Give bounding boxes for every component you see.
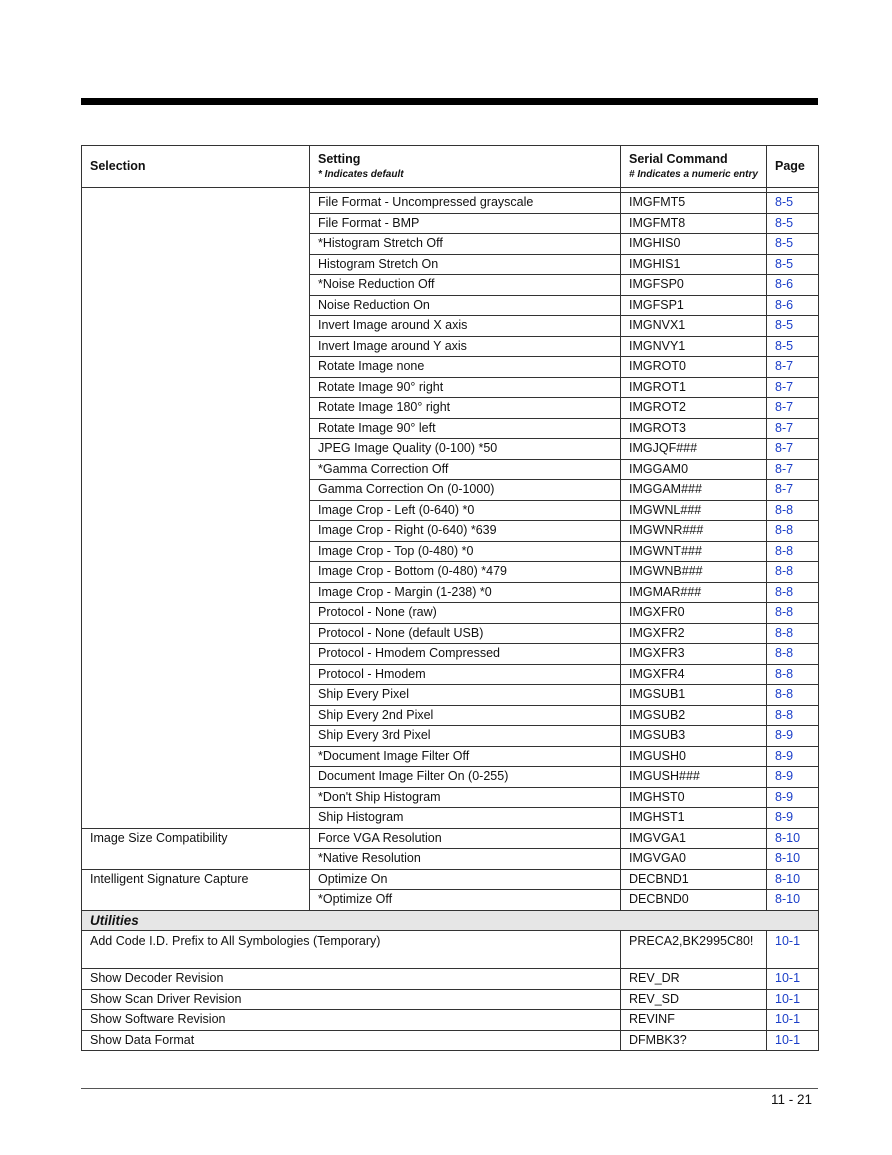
table-row xyxy=(82,521,819,542)
command-cell: IMGXFR3 xyxy=(621,644,767,665)
table-row xyxy=(82,890,819,911)
selection-cell xyxy=(82,767,310,788)
table-row xyxy=(82,828,819,849)
setting-cell: File Format - BMP xyxy=(310,213,621,234)
utility-selection-cell: Show Scan Driver Revision xyxy=(82,989,621,1010)
table-row xyxy=(82,603,819,624)
setting-cell: Ship Every 3rd Pixel xyxy=(310,726,621,747)
page-link[interactable]: 8-9 xyxy=(767,787,819,808)
setting-cell: *Don't Ship Histogram xyxy=(310,787,621,808)
command-cell: IMGFMT5 xyxy=(621,193,767,214)
command-cell: IMGWNB### xyxy=(621,562,767,583)
table-body xyxy=(82,188,819,1051)
selection-cell xyxy=(82,418,310,439)
page-link[interactable]: 8-6 xyxy=(767,275,819,296)
page-link[interactable]: 8-7 xyxy=(767,418,819,439)
setting-cell: *Noise Reduction Off xyxy=(310,275,621,296)
command-cell: IMGSUB1 xyxy=(621,685,767,706)
selection-cell xyxy=(82,541,310,562)
setting-cell: Force VGA Resolution xyxy=(310,828,621,849)
command-cell: IMGVGA1 xyxy=(621,828,767,849)
page-link[interactable]: 8-5 xyxy=(767,254,819,275)
setting-cell: Image Crop - Left (0-640) *0 xyxy=(310,500,621,521)
selection-cell xyxy=(82,746,310,767)
command-cell: IMGHST0 xyxy=(621,787,767,808)
setting-cell: Gamma Correction On (0-1000) xyxy=(310,480,621,501)
command-cell: IMGXFR0 xyxy=(621,603,767,624)
command-cell: IMGROT0 xyxy=(621,357,767,378)
setting-cell: Protocol - None (default USB) xyxy=(310,623,621,644)
table-row xyxy=(82,623,819,644)
setting-cell: Document Image Filter On (0-255) xyxy=(310,767,621,788)
selection-cell xyxy=(82,890,310,911)
command-cell: IMGXFR2 xyxy=(621,623,767,644)
selection-cell xyxy=(82,254,310,275)
selection-cell xyxy=(82,623,310,644)
page-link[interactable]: 8-7 xyxy=(767,459,819,480)
selection-cell xyxy=(82,398,310,419)
setting-cell: Ship Histogram xyxy=(310,808,621,829)
page-link[interactable]: 8-10 xyxy=(767,828,819,849)
page-link[interactable]: 8-5 xyxy=(767,213,819,234)
table-row xyxy=(82,500,819,521)
table-row xyxy=(82,439,819,460)
command-cell: IMGVGA0 xyxy=(621,849,767,870)
selection-cell xyxy=(82,787,310,808)
table-row xyxy=(82,664,819,685)
command-cell: IMGSUB3 xyxy=(621,726,767,747)
page-link[interactable]: 8-6 xyxy=(767,295,819,316)
page-link[interactable]: 8-7 xyxy=(767,377,819,398)
table-row xyxy=(82,705,819,726)
table-row xyxy=(82,213,819,234)
utility-selection-cell: Add Code I.D. Prefix to All Symbologies (Temporary) xyxy=(82,931,621,969)
page-link[interactable]: 8-8 xyxy=(767,644,819,665)
page-number: 11 - 21 xyxy=(770,1092,812,1107)
command-cell: IMGNVY1 xyxy=(621,336,767,357)
command-cell: IMGROT1 xyxy=(621,377,767,398)
setting-cell: Protocol - Hmodem Compressed xyxy=(310,644,621,665)
selection-cell xyxy=(82,275,310,296)
selection-cell xyxy=(82,480,310,501)
header-page: Page xyxy=(767,146,819,188)
page-link[interactable]: 8-8 xyxy=(767,664,819,685)
selection-cell xyxy=(82,336,310,357)
table-row xyxy=(82,787,819,808)
selection-cell xyxy=(82,500,310,521)
command-cell: PRECA2,BK2995C80! xyxy=(621,931,767,969)
command-cell: IMGWNT### xyxy=(621,541,767,562)
header-setting xyxy=(310,146,621,188)
page-link[interactable]: 8-9 xyxy=(767,808,819,829)
header-serial xyxy=(621,146,767,188)
selection-cell xyxy=(82,808,310,829)
page-link[interactable]: 8-5 xyxy=(767,234,819,255)
command-cell: IMGJQF### xyxy=(621,439,767,460)
header-serial-label: Serial Command xyxy=(629,151,728,166)
setting-cell: Histogram Stretch On xyxy=(310,254,621,275)
page-link[interactable]: 10-1 xyxy=(767,969,819,990)
page-link[interactable]: 8-8 xyxy=(767,521,819,542)
page-link[interactable]: 8-8 xyxy=(767,541,819,562)
table-row xyxy=(82,480,819,501)
command-cell: IMGFMT8 xyxy=(621,213,767,234)
command-cell: REV_SD xyxy=(621,989,767,1010)
table-row xyxy=(82,869,819,890)
selection-cell xyxy=(82,644,310,665)
setting-cell: Image Crop - Top (0-480) *0 xyxy=(310,541,621,562)
selection-cell xyxy=(82,234,310,255)
header-selection: Selection xyxy=(82,146,310,188)
setting-cell: Protocol - Hmodem xyxy=(310,664,621,685)
command-cell: IMGROT3 xyxy=(621,418,767,439)
setting-cell: Ship Every Pixel xyxy=(310,685,621,706)
table-row xyxy=(82,295,819,316)
page-link[interactable]: 8-10 xyxy=(767,890,819,911)
command-cell: IMGHIS0 xyxy=(621,234,767,255)
setting-cell: *Document Image Filter Off xyxy=(310,746,621,767)
command-cell: IMGROT2 xyxy=(621,398,767,419)
command-cell: IMGMAR### xyxy=(621,582,767,603)
selection-cell xyxy=(82,316,310,337)
page-link[interactable]: 8-9 xyxy=(767,726,819,747)
selection-cell xyxy=(82,295,310,316)
command-cell: IMGUSH0 xyxy=(621,746,767,767)
setting-cell: Invert Image around Y axis xyxy=(310,336,621,357)
table-row xyxy=(82,459,819,480)
section-title: Utilities xyxy=(82,910,819,931)
utility-row xyxy=(82,1030,819,1051)
setting-cell: File Format - Uncompressed grayscale xyxy=(310,193,621,214)
command-cell: IMGFSP0 xyxy=(621,275,767,296)
command-cell: IMGGAM0 xyxy=(621,459,767,480)
setting-cell: *Native Resolution xyxy=(310,849,621,870)
selection-cell: Intelligent Signature Capture xyxy=(82,869,310,890)
command-cell: REVINF xyxy=(621,1010,767,1031)
table-row xyxy=(82,726,819,747)
table-row xyxy=(82,541,819,562)
utility-row xyxy=(82,969,819,990)
page-link[interactable]: 8-7 xyxy=(767,480,819,501)
setting-cell: Rotate Image 180° right xyxy=(310,398,621,419)
page-link[interactable]: 8-8 xyxy=(767,500,819,521)
page-link[interactable]: 8-8 xyxy=(767,582,819,603)
page-link[interactable]: 8-10 xyxy=(767,849,819,870)
command-cell: IMGSUB2 xyxy=(621,705,767,726)
command-cell: IMGNVX1 xyxy=(621,316,767,337)
utility-row xyxy=(82,1010,819,1031)
utility-selection-cell: Show Software Revision xyxy=(82,1010,621,1031)
page-link[interactable]: 8-8 xyxy=(767,705,819,726)
utility-row xyxy=(82,931,819,969)
header-serial-note: # Indicates a numeric entry xyxy=(629,168,758,180)
page-link[interactable]: 10-1 xyxy=(767,989,819,1010)
table-row xyxy=(82,357,819,378)
setting-cell: Rotate Image 90° right xyxy=(310,377,621,398)
selection-cell xyxy=(82,213,310,234)
selection-cell xyxy=(82,439,310,460)
page-link[interactable]: 8-8 xyxy=(767,623,819,644)
table-row xyxy=(82,193,819,214)
utility-selection-cell: Show Data Format xyxy=(82,1030,621,1051)
selection-cell xyxy=(82,521,310,542)
command-cell: IMGFSP1 xyxy=(621,295,767,316)
table-row xyxy=(82,767,819,788)
page-link[interactable]: 8-8 xyxy=(767,562,819,583)
command-cell: IMGXFR4 xyxy=(621,664,767,685)
table-row xyxy=(82,398,819,419)
selection-cell xyxy=(82,664,310,685)
page-link[interactable]: 8-5 xyxy=(767,316,819,337)
selection-cell xyxy=(82,685,310,706)
page-link[interactable]: 8-5 xyxy=(767,336,819,357)
table-row xyxy=(82,234,819,255)
command-cell: IMGWNR### xyxy=(621,521,767,542)
page-link[interactable]: 8-7 xyxy=(767,439,819,460)
table-row xyxy=(82,418,819,439)
command-cell: REV_DR xyxy=(621,969,767,990)
table-row xyxy=(82,746,819,767)
header-setting-note: * Indicates default xyxy=(318,168,404,180)
selection-cell: Image Size Compatibility xyxy=(82,828,310,849)
command-cell: IMGGAM### xyxy=(621,480,767,501)
table-row xyxy=(82,562,819,583)
table-row xyxy=(82,254,819,275)
setting-cell: JPEG Image Quality (0-100) *50 xyxy=(310,439,621,460)
page-link[interactable]: 8-7 xyxy=(767,357,819,378)
table-row xyxy=(82,582,819,603)
command-cell: IMGHIS1 xyxy=(621,254,767,275)
selection-cell xyxy=(82,849,310,870)
command-cell: IMGUSH### xyxy=(621,767,767,788)
setting-cell: *Optimize Off xyxy=(310,890,621,911)
table-row xyxy=(82,316,819,337)
command-cell: DFMBK3? xyxy=(621,1030,767,1051)
top-rule xyxy=(81,98,818,105)
table-row xyxy=(82,275,819,296)
setting-cell: Rotate Image 90° left xyxy=(310,418,621,439)
command-cell: IMGWNL### xyxy=(621,500,767,521)
command-table xyxy=(81,145,819,1051)
setting-cell: Ship Every 2nd Pixel xyxy=(310,705,621,726)
page-link[interactable]: 8-5 xyxy=(767,193,819,214)
selection-cell xyxy=(82,377,310,398)
setting-cell: *Histogram Stretch Off xyxy=(310,234,621,255)
table-row xyxy=(82,644,819,665)
utility-row xyxy=(82,989,819,1010)
setting-cell: Optimize On xyxy=(310,869,621,890)
setting-cell: Invert Image around X axis xyxy=(310,316,621,337)
page-link[interactable]: 10-1 xyxy=(767,1010,819,1031)
page-link[interactable]: 8-7 xyxy=(767,398,819,419)
setting-cell: Noise Reduction On xyxy=(310,295,621,316)
table-row xyxy=(82,377,819,398)
table-row xyxy=(82,808,819,829)
page-link[interactable]: 8-9 xyxy=(767,767,819,788)
selection-cell xyxy=(82,459,310,480)
table-row xyxy=(82,336,819,357)
header-setting-label: Setting xyxy=(318,151,361,166)
selection-cell xyxy=(82,193,310,214)
setting-cell: Rotate Image none xyxy=(310,357,621,378)
page-link[interactable]: 8-8 xyxy=(767,685,819,706)
command-cell: DECBND0 xyxy=(621,890,767,911)
setting-cell: Image Crop - Margin (1-238) *0 xyxy=(310,582,621,603)
selection-cell xyxy=(82,562,310,583)
page-link[interactable]: 10-1 xyxy=(767,931,819,969)
selection-cell xyxy=(82,357,310,378)
bottom-rule xyxy=(81,1088,818,1089)
setting-cell: Image Crop - Bottom (0-480) *479 xyxy=(310,562,621,583)
page-link[interactable]: 8-10 xyxy=(767,869,819,890)
setting-cell: Protocol - None (raw) xyxy=(310,603,621,624)
command-cell: IMGHST1 xyxy=(621,808,767,829)
section-header-row xyxy=(82,910,819,931)
table-row xyxy=(82,849,819,870)
page-link[interactable]: 8-9 xyxy=(767,746,819,767)
selection-cell xyxy=(82,603,310,624)
page-link[interactable]: 10-1 xyxy=(767,1030,819,1051)
selection-cell xyxy=(82,726,310,747)
table-row xyxy=(82,685,819,706)
page-link[interactable]: 8-8 xyxy=(767,603,819,624)
setting-cell: *Gamma Correction Off xyxy=(310,459,621,480)
utility-selection-cell: Show Decoder Revision xyxy=(82,969,621,990)
selection-cell xyxy=(82,582,310,603)
setting-cell: Image Crop - Right (0-640) *639 xyxy=(310,521,621,542)
command-cell: DECBND1 xyxy=(621,869,767,890)
table-header xyxy=(82,146,819,188)
selection-cell xyxy=(82,705,310,726)
